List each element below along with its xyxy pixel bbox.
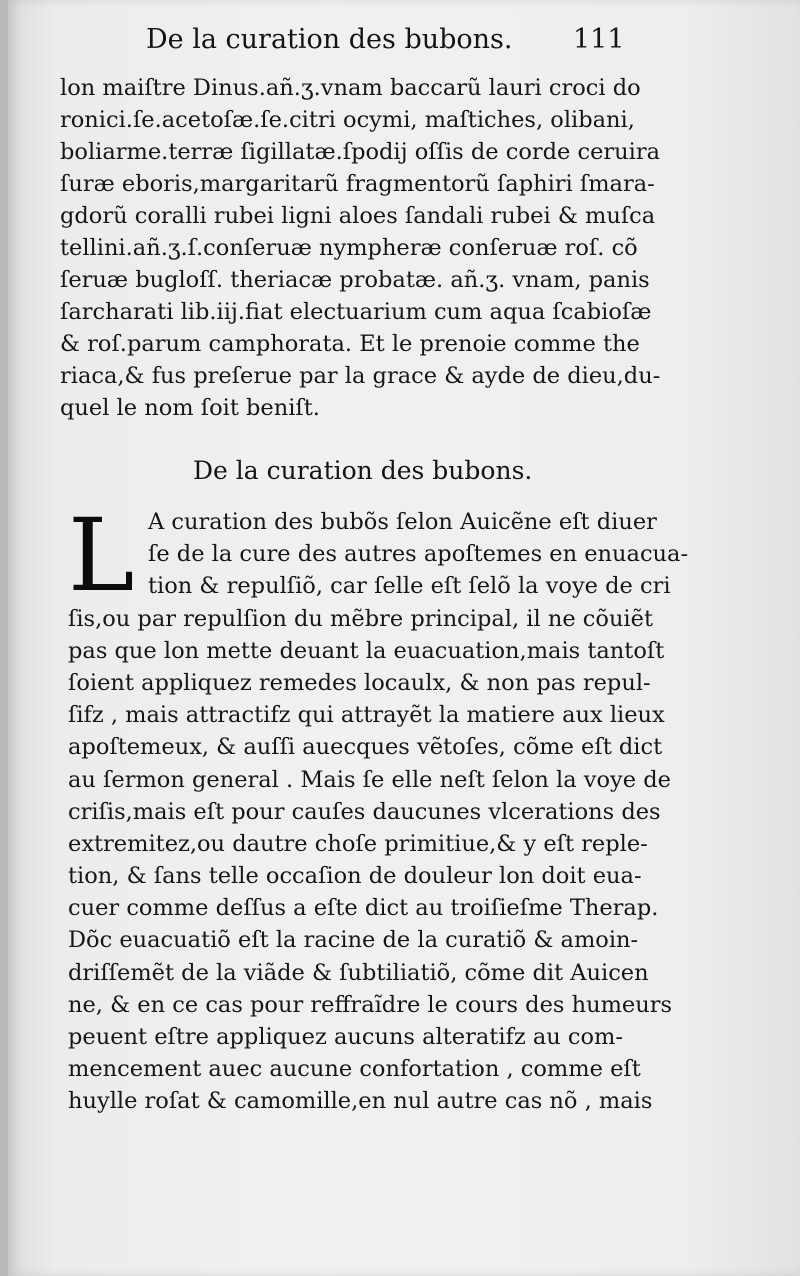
text-line: boliarme.terræ ſigillatæ.ſpodij oſſis de corde ceruira (60, 139, 661, 165)
chapter-paragraph (68, 497, 698, 1118)
text-line: ſeruæ bugloſſ. theriacæ probatæ. añ.ʒ. vnam, panis (60, 267, 650, 293)
text-line: pas que lon mette deuant la euacuation,mais tantoſt (68, 637, 665, 664)
book-page (8, 0, 800, 1276)
text-line: tellini.añ.ʒ.ſ.conſeruæ nympheræ conſeruæ roſ. cõ (60, 235, 638, 261)
text-line: ſuræ eboris,margaritarũ fragmentorũ ſaphiri ſmara- (60, 171, 655, 197)
running-header: De la curation des bubons. (146, 24, 513, 55)
text-line: driſſemẽt de la viãde & ſubtiliatiõ, cõme dit Auicen (68, 959, 649, 986)
text-line: riaca,& fus preſerue par la grace & ayde de dieu,du- (60, 363, 661, 389)
text-line: huylle roſat & camomille,en nul autre cas nõ , mais (68, 1088, 653, 1115)
drop-capital: L (68, 497, 135, 614)
text-line: ne, & en ce cas pour reffraĩdre le cours des humeurs (68, 991, 673, 1018)
text-line: gdorũ coralli rubei ligni aloes ſandali rubei & muſca (60, 203, 656, 229)
text-line: Dõc euacuatiõ eſt la racine de la curatiõ & amoin- (68, 927, 639, 954)
text-line: ſifz , mais attractifz qui attrayẽt la matiere aux lieux (68, 702, 665, 729)
page-number: 111 (573, 24, 625, 55)
text-line: ſoient appliquez remedes locaulx, & non pas repul- (68, 669, 651, 696)
section-heading: De la curation des bubons. (193, 456, 533, 485)
text-line: tion, & ſans telle occaſion de douleur lon doit eua- (68, 863, 642, 890)
text-line: ronici.ſe.acetoſæ.ſe.citri ocymi, maſtiches, olibani, (60, 107, 635, 133)
text-line: criſis,mais eſt pour cauſes daucunes vlcerations des (68, 798, 661, 825)
text-line: ſarcharati lib.iij.fiat electuarium cum aqua ſcabioſæ (60, 299, 652, 325)
top-paragraph (60, 72, 680, 424)
text-line: A curation des bubõs ſelon Auicẽne eſt diuer (148, 509, 657, 535)
text-line: ſe de la cure des autres apoſtemes en enuacua- (148, 541, 689, 568)
text-line: cuer comme deſſus a eſte dict au troiſieſme Therap. (68, 895, 659, 922)
text-line: peuent eſtre appliquez aucuns alteratifz au com- (68, 1024, 623, 1050)
text-line: mencement auec aucune confortation , comme eſt (68, 1056, 641, 1083)
text-line: lon maiſtre Dinus.añ.ʒ.vnam baccarũ lauri croci do (60, 75, 641, 101)
text-line: extremitez,ou dautre choſe primitiue,& y eſt reple- (68, 830, 648, 857)
text-line: tion & repulſiõ, car ſelle eſt ſelõ la voye de cri (148, 573, 671, 600)
text-line: au ſermon general . Mais ſe elle neſt ſelon la voye de (68, 766, 671, 793)
text-line: quel le nom ſoit beniſt. (60, 395, 320, 421)
text-line: & roſ.parum camphorata. Et le prenoie comme the (60, 331, 640, 357)
text-line: ſis,ou par repulſion du mẽbre principal, il ne cõuiẽt (68, 605, 653, 632)
text-line: apoſtemeux, & auſſi auecques vẽtoſes, cõme eſt dict (68, 734, 663, 761)
